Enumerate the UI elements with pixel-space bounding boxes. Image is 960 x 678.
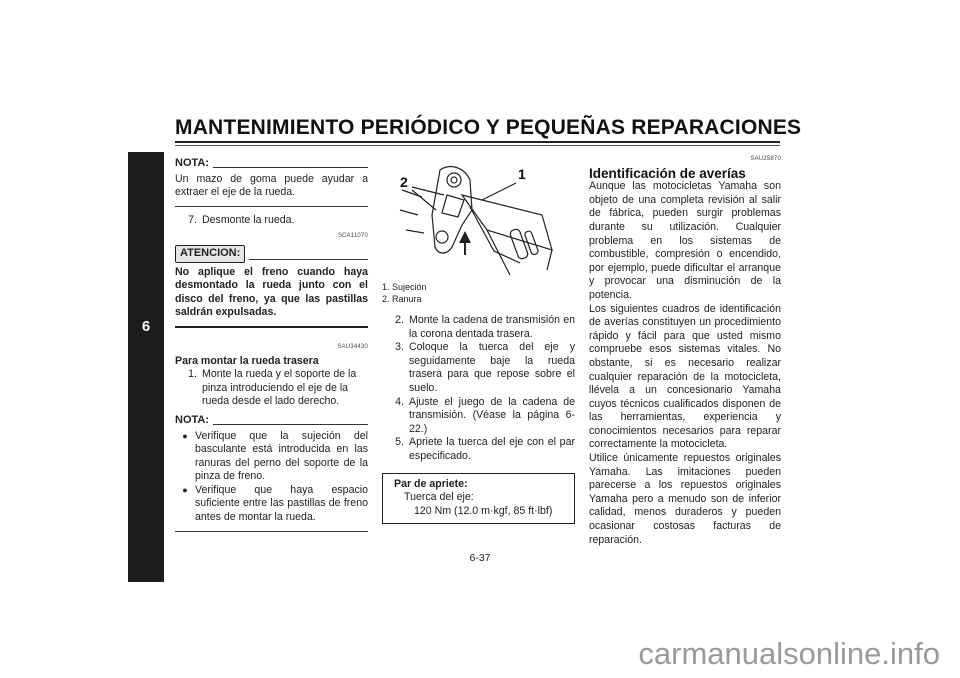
column-middle [382,281,575,524]
nota-end-rule [175,206,368,207]
section-code: SAU25870 [750,156,781,162]
section-title: Para montar la rueda trasera [175,354,319,367]
bullet-text: Verifique que haya espacio suficiente entre las pastillas de freno antes de montar la rueda. [195,483,368,524]
torque-value: 120 Nm (12.0 m·kgf, 85 ft·lbf) [414,504,553,517]
step-number: 5. [395,436,404,449]
callout-2: 2 [400,174,408,190]
nota-label: NOTA: [175,413,210,426]
step-number: 1. [188,368,197,381]
section-title: Identificación de averías [589,165,746,181]
step-text: Ajuste el juego de la cadena de transmisión. (Véase la página 6-22.) [409,395,575,435]
slot-shape [524,230,539,255]
callout-leader-2b [412,190,436,210]
nota-heading [175,157,368,171]
step-text: Desmonte la rueda. [202,213,295,226]
torque-box [382,473,575,525]
nota-bullet [175,430,368,484]
caution-rule [249,259,368,260]
insert-arrow-icon [459,231,471,243]
bullet-icon: ● [182,430,188,441]
torque-title: Par de apriete: [394,477,468,490]
step-7 [175,214,368,228]
title-rule-thin [175,145,780,146]
chapter-number: 6 [141,318,151,335]
axle-shape [436,231,448,243]
bullet-icon: ● [182,484,188,495]
paragraph: Utilice únicamente repuestos originales Yamaha. Las imitaciones pueden parecerse a los repuestos originales Yamaha pero a menudo son de inferior calidad, menos duraderos y pueden ocasionar costosas facturas de reparación. [589,452,781,546]
column-right [589,153,781,547]
steps-list [382,314,575,464]
nota-label: NOTA: [175,157,210,169]
nota-bullet [175,484,368,525]
step-item [382,436,575,463]
caution-heading [175,245,368,263]
nota-text: Un mazo de goma puede ayudar a extraer el eje de la rueda. [175,172,368,199]
page-number: 6-37 [469,552,491,564]
column-left [175,157,368,532]
section-code: SAU34430 [337,343,368,350]
step-number: 4. [395,395,404,408]
page-title: MANTENIMIENTO PERIÓDICO Y PEQUEÑAS REPARACIONES [175,116,802,139]
callout-leader-1 [482,183,516,200]
bracket-plate [442,195,464,217]
step-number: 3. [395,341,404,354]
watermark: carmanualsonline.info [638,636,940,671]
swingarm-shape [462,195,552,250]
legend-item: 2. Ranura [382,294,422,304]
caution-text: No aplique el freno cuando haya desmontado la rueda junto con el disco del freno, ya que las pastillas saldrán expulsadas. [175,265,368,319]
bullet-text: Verifique que la sujeción del basculante está introducida en las ranuras del perno del soporte de la pinza de freno. [195,429,368,483]
figure-legend [382,281,575,305]
step-text: Monte la rueda y el soporte de la pinza introduciendo el eje de la rueda desde el lado derecho. [202,368,357,408]
step-number: 7. [188,213,197,226]
step-text: Monte la cadena de transmisión en la corona dentada trasera. [409,314,575,340]
step-number: 2. [395,314,404,326]
step-text: Apriete la tuerca del eje con el par especificado. [409,436,575,462]
bolt-center [451,177,457,183]
caution-code: SCA11070 [337,233,368,240]
step-item [382,396,575,437]
step-1 [175,368,368,409]
chapter-tab [128,152,164,582]
paragraph: Aunque las motocicletas Yamaha son objeto de una completa revisión al salir de fábrica, pueden surgir problemas durante su utilización. Cualquier problema en los sistemas de combustible, compresión o encendido, por ejemplo, puede dificultar el arranque y provocar una disminución de la potencia. [589,180,781,301]
caution-end-rule [175,326,368,328]
step-text: Coloque la tuerca del eje y seguidamente baje la rueda trasera para que repose sobre el suelo. [409,341,575,394]
step-item [382,314,575,341]
swingarm-inner [470,207,520,263]
swingarm-edge [547,250,552,270]
paragraph: Los siguientes cuadros de identificación de averías constituyen un procedimiento rápido y fácil para que usted mismo compruebe esos sistemas vitales. No obstante, si es necesario realizar cualquier reparación de la motocicleta, llévela a un concesionario Yamaha cuyos técnicos cualificados disponen de las herramientas, experiencia y conocimientos necesarios para reparar correctamente la motocicleta. [589,302,781,451]
nota-heading-2 [175,414,368,428]
callout-1: 1 [518,166,526,182]
legend-item: 1. Sujeción [382,282,427,292]
bolt-shape [447,173,461,187]
nota-rule [213,167,368,168]
title-rule [175,141,780,143]
step-item [382,341,575,395]
nota-rule [213,424,368,425]
swingarm-figure [392,155,567,280]
nota-end-rule [175,531,368,532]
caution-badge: ATENCION: [175,245,245,263]
torque-item: Tuerca del eje: [404,491,474,504]
